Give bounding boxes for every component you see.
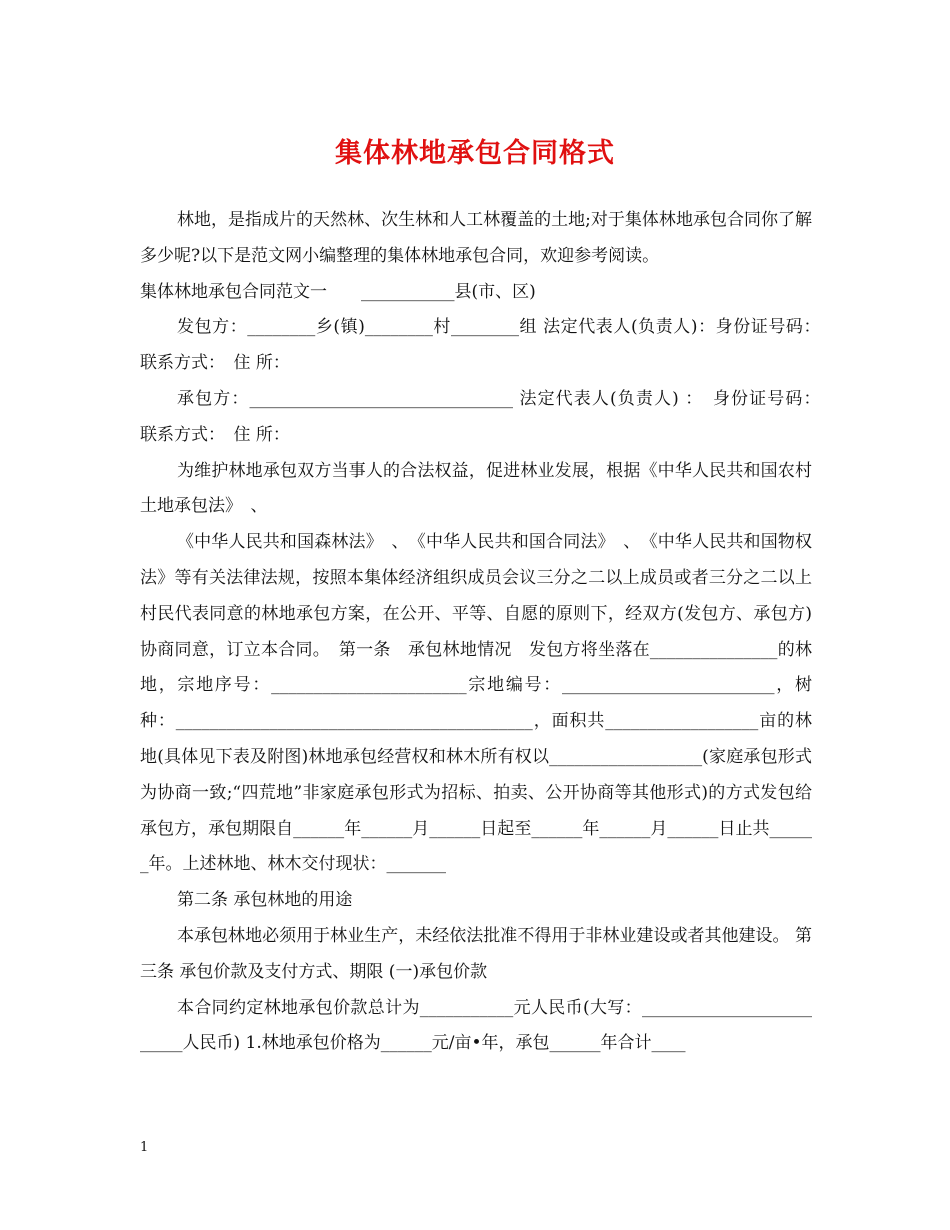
- contract-heading-line: 集体林地承包合同范文一 ___________县(市、区): [140, 281, 536, 302]
- article-one-paragraph: 《中华人民共和国森林法》 、 《中华人民共和国合同法》 、 《中华人民共和国物权法》等有关法律法规，按照本集体经济组织成员会议三分之二以上成员或者三分之二以上村民代表同意的林地承包方案，在公开、平等、自愿的原则下，经双方(发包方、承包方)协商同意，订立本合同。 第一条 承包林地情况 发包方将坐落在_______________的林地，宗地序号：_______________________宗地编号：_________________________，树种：__________________________________________，面积共__________________亩的林地(具体见下表及附图)林地承包经营权和林木所有权以__________________(家庭承包形式为协商一致;“四荒地”非家庭承包形式为招标、拍卖、公开协商等其他形式)的方式发包给承包方，承包期限自______年______月______日起至______年______月______日止共______年。上述林地、林木交付现状：_______: [140, 532, 812, 875]
- article-two-paragraph: 本承包林地必须用于林业生产，未经依法批准不得用于非林业建设或者其他建设。 第三条 承包价款及支付方式、期限 (一)承包价款: [140, 925, 812, 982]
- intro-paragraph: 林地，是指成片的天然林、次生林和人工林覆盖的土地;对于集体林地承包合同你了解多少呢?以下是范文网小编整理的集体林地承包合同，欢迎参考阅读。: [140, 210, 812, 266]
- document-body: [140, 203, 829, 1062]
- contractor-paragraph: 承包方：_______________________________ 法定代表人(负责人) ： 身份证号码： 联系方式： 住 所：: [140, 388, 829, 445]
- page-number: 1: [140, 1140, 149, 1155]
- article-two-heading: 第二条 承包林地的用途: [177, 890, 353, 911]
- purpose-paragraph: 为维护林地承包双方当事人的合法权益，促进林业发展，根据《中华人民共和国农村土地承包法》 、: [140, 460, 812, 517]
- price-paragraph: 本合同约定林地承包价款总计为___________元人民币(大写：_________________________人民币) 1.林地承包价格为______元/亩•年，承包______年合计____: [140, 997, 812, 1054]
- issuer-paragraph: 发包方：________乡(镇)________村________组 法定代表人(负责人)：身份证号码： 联系方式： 住 所：: [140, 317, 829, 374]
- document-title: 集体林地承包合同格式: [335, 138, 615, 169]
